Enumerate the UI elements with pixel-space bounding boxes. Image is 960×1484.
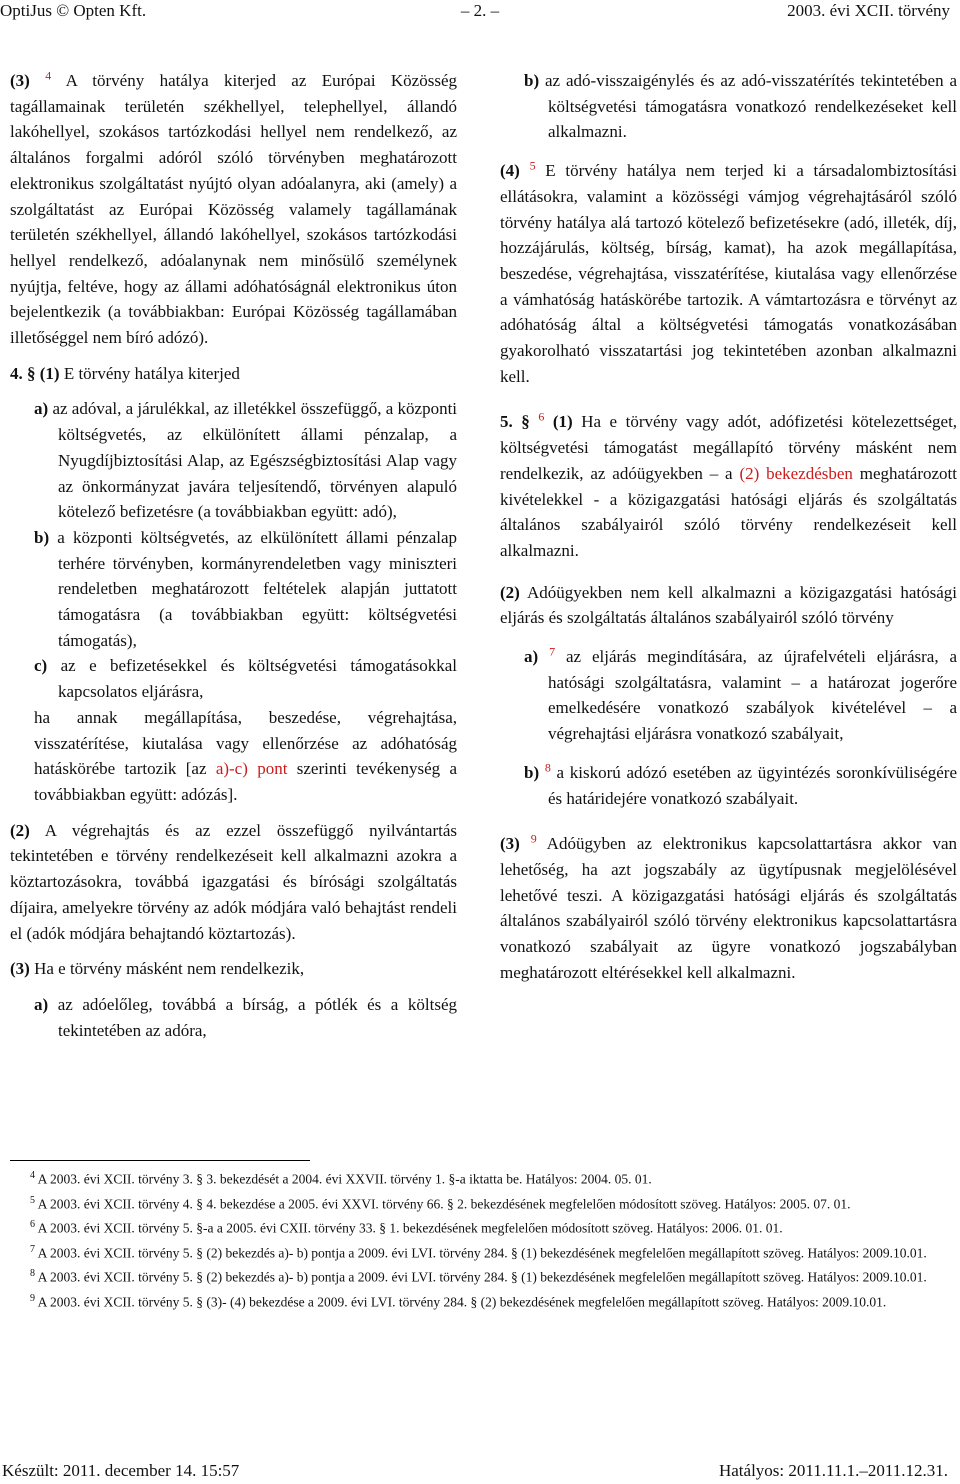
point-label: a) [34,399,49,419]
footnote-number: 7 [30,1243,35,1255]
created-date: Készült: 2011. december 14. 15:57 [2,1461,240,1480]
footnote-number: 5 [30,1194,35,1206]
point-c [34,653,457,704]
validity-period: Hatályos: 2011.11.1.–2011.12.31. [718,1461,948,1480]
page-footer [0,1460,960,1482]
publisher: OptiJus © Opten Kft. [0,1,147,20]
para-text: Adóügyekben nem kell alkalmazni a közigazgatási hatósági eljárás és szolgáltatás általános szabályairól szóló törvény [500,582,958,628]
footnotes [0,1166,958,1313]
page-number: – 2. – [460,1,500,20]
section-5-para-2 [500,580,957,631]
footnote-ref[interactable]: 7 [549,644,556,659]
para-text: E törvény hatálya kiterjed [63,363,240,383]
point-label: a) [524,647,539,667]
point-2-b [524,760,957,811]
tail-text: ha annak megállapítása, beszedése, végrehajtása, visszatérítése, kiutalása vagy ellenőrzése az adóhatóság hatáskörébe tartozik [az [34,707,457,779]
point-text: az e befizetésekkel és költségvetési támogatásokkal kapcsolatos eljárásra, [58,656,458,702]
point-text: az adóval, a járulékkal, az illetékkel összefüggő, a központi költségvetés, az elkülönített állami pénzalap, a Nyugdíjbiztosítási Alap, az Egészségbiztosítási Alap vagy az önkormányzat javára teljesítendő, törvényen alapuló kötelező befizetésre (a továbbiakban együtt: adó), [52,399,458,522]
footnote-text: A 2003. évi XCII. törvény 5. §-a a 2005. évi CXII. törvény 33. § 1. bekezdésének megfelelően módosított szöveg. Hatályos: 2006. 01. 01. [37,1220,783,1236]
section-4-para-3 [10,956,457,982]
point-text: az adóelőleg, továbbá a bírság, a pótlék és a költség tekintetében az adóra, [57,994,457,1040]
footnote-ref[interactable]: 9 [530,831,537,846]
point-label: c) [34,656,48,676]
footnote [0,1215,958,1238]
para-text: E törvény hatálya nem terjed ki a társadalombiztosítási ellátásokra, valamint a közösségi vámjog végrehajtásáról szóló törvény hatálya alá tartozó kötelező befizetésekre (adó, illeték, díj, hozzájárulás, költség, bírság, kamat), ha azok megállapítása, beszedése, végrehajtása, visszatérítése, kiutalása vagy ellenőrzése a vámhatóság hatáskörébe tartozik. A vámtartozásra e törvényt az adóhatóság által a költségvetési támogatás vonatkozásában gyakorolható visszatartási jog tekintetében azonban alkalmazni kell. [500,161,958,386]
footnote-number: 8 [30,1268,35,1279]
point-label: b) [34,527,50,547]
cross-reference-link[interactable]: a)-c) pont [215,759,288,779]
section-number: 5. § [500,412,530,432]
footnote-text: A 2003. évi XCII. törvény 5. § (3)- (4) bekezdése a 2009. évi LVI. törvény 284. § (2) bekezdésének megfelelően megállapított szöveg. Hatályos: 2009.10.01. [37,1294,887,1309]
footnote-divider [10,1160,310,1161]
footnote [0,1289,958,1312]
footnote [0,1166,958,1189]
para-number: (3) [500,834,520,854]
para-number: (2) [500,582,520,602]
section-5-para-3 [500,831,957,985]
point-b [34,525,457,654]
footnote-text: A 2003. évi XCII. törvény 3. § 3. bekezdését a 2004. évi XXVII. törvény 1. §-a iktatta be. Hatályos: 2004. 05. 01. [37,1171,652,1187]
point-c-tail [34,705,457,808]
law-title: 2003. évi XCII. törvény [787,1,950,20]
page-header [0,0,960,22]
paragraph-3-3 [10,68,457,351]
para-text: Ha e törvény másként nem rendelkezik, [34,959,305,979]
footnote-number: 9 [30,1292,35,1304]
footnote [0,1264,958,1287]
footnote-ref[interactable]: 8 [544,760,551,775]
point-label: b) [524,71,540,90]
section-4-para-2 [10,818,457,947]
footnote-number: 6 [30,1219,35,1230]
point-3-b [524,68,957,145]
footnote-text: A 2003. évi XCII. törvény 4. § 4. bekezdése a 2005. évi XXVI. törvény 66. § 2. bekezdésének megfelelően módosított szöveg. Hatályos: 2005. 07. 01. [37,1196,851,1211]
point-text: a kiskorú adózó esetében az ügyintézés soronkívüliségére és határidejére vonatkozó szabályait. [548,762,958,808]
para-number: (1) [39,363,60,383]
section-4-para-1 [10,361,457,387]
footnote-ref[interactable]: 4 [45,68,52,83]
footnote-ref[interactable]: 6 [538,409,545,424]
para-number: (2) [10,820,30,840]
left-column [10,68,457,1043]
footnote-ref[interactable]: 5 [529,158,536,173]
para-text: Ha e törvény vagy adót, adófizetési kötelezettséget, költségvetési támogatást megállapító törvény másként nem rendelkezik, az adóügyekben – a [500,412,958,483]
right-column [500,68,957,986]
para-number: (3) [10,959,30,979]
para-text: A végrehajtás és az ezzel összefüggő nyilvántartás tekintetében e törvény rendelkezéseit kell alkalmazni azokra a köztartozásokra, továbbá igazgatási és bírósági szolgáltatás díjaira, amelyekre törvény az adók módjára való behajtást rendeli el (adók módjára behajtandó köztartozás). [10,820,457,943]
para-text: A törvény hatálya kiterjed az Európai Közösség tagállamainak területén székhellyel, telephellyel, állandó lakóhellyel, szokásos tartózkodási hellyel nem rendelkező, az általános forgalmi adóról szóló törvényben meghatározott elektronikus szolgáltatást nyújtó olyan adóalanyra, aki (amely) a szolgáltatást az Európai Közösség valamely tagállamának területén székhellyel, állandó lakóhellyel, szokásos tartózkodási hellyel rendelkező, adóalanynak nem minősülő személynek nyújtja, feltéve, hogy az állami adóhatóságnál elektronikus úton bejelentkezik (a továbbiakban: Európai Közösség tagállamában illetőséggel nem bíró adózó). [10,71,458,348]
footnote-number: 4 [30,1170,35,1181]
footnote [0,1240,958,1263]
para-number: (1) [552,412,573,432]
point-2-a [524,644,957,747]
para-number: (3) [10,71,30,90]
point-label: b) [524,762,540,782]
footnote-text: A 2003. évi XCII. törvény 5. § (2) bekezdés a)- b) pontja a 2009. évi LVI. törvény 284. § (1) bekezdésének megfelelően megállapított szöveg. Hatályos: 2009.10.01. [37,1245,927,1260]
cross-reference-link[interactable]: (2) bekezdésben [739,463,853,483]
section-4-para-4 [500,158,957,389]
para-text: Adóügyben az elektronikus kapcsolattartásra akkor van lehetőség, ha azt jogszabály az ügytípusnak megjelölésével lehetővé teszi. A közigazgatási hatósági eljárás és szolgáltatás általános szabályairól szóló törvény elektronikus kapcsolattartásra vonatkozó szabályait az ügyre vonatkozó jogszabályban meghatározott eltérésekkel kell alkalmazni. [500,834,958,982]
point-label: a) [34,994,49,1014]
point-text: az adó-visszaigénylés és az adó-visszatérítés tekintetében a költségvetési támogatásra vonatkozó rendelkezéseket kell alkalmazni. [545,71,958,142]
footnote-text: A 2003. évi XCII. törvény 5. § (2) bekezdés a)- b) pontja a 2009. évi LVI. törvény 284. § (1) bekezdésének megfelelően megállapított szöveg. Hatályos: 2009.10.01. [37,1269,927,1285]
para-text: meghatározott kivételekkel - a közigazgatási hatósági eljárás és szolgáltatás általános szabályairól szóló törvény rendelkezéseit kell alkalmazni. [500,463,957,560]
footnote [0,1191,958,1214]
point-3-a [34,992,457,1043]
section-5-para-1 [500,409,957,563]
point-text: az eljárás megindítására, az újrafelvételi eljárásra, a hatósági szolgáltatásra, valamint – a határozat jogerőre emelkedésére vonatkozó szabályok kivételével – a végrehajtási eljárásra vonatkozó szabályait, [548,647,958,744]
point-text: a központi költségvetés, az elkülönített állami pénzalap terhére törvényben, kormányrendeletben vagy miniszteri rendeletben meghatározott feltételek alapján juttatott támogatásra (a továbbiakban együtt: költségvetési támogatás), [57,527,458,650]
point-a [34,396,457,525]
section-number: 4. § [10,363,36,383]
tail-text: szerinti tevékenység a továbbiakban együtt: adózás]. [34,759,457,804]
para-number: (4) [500,161,520,181]
